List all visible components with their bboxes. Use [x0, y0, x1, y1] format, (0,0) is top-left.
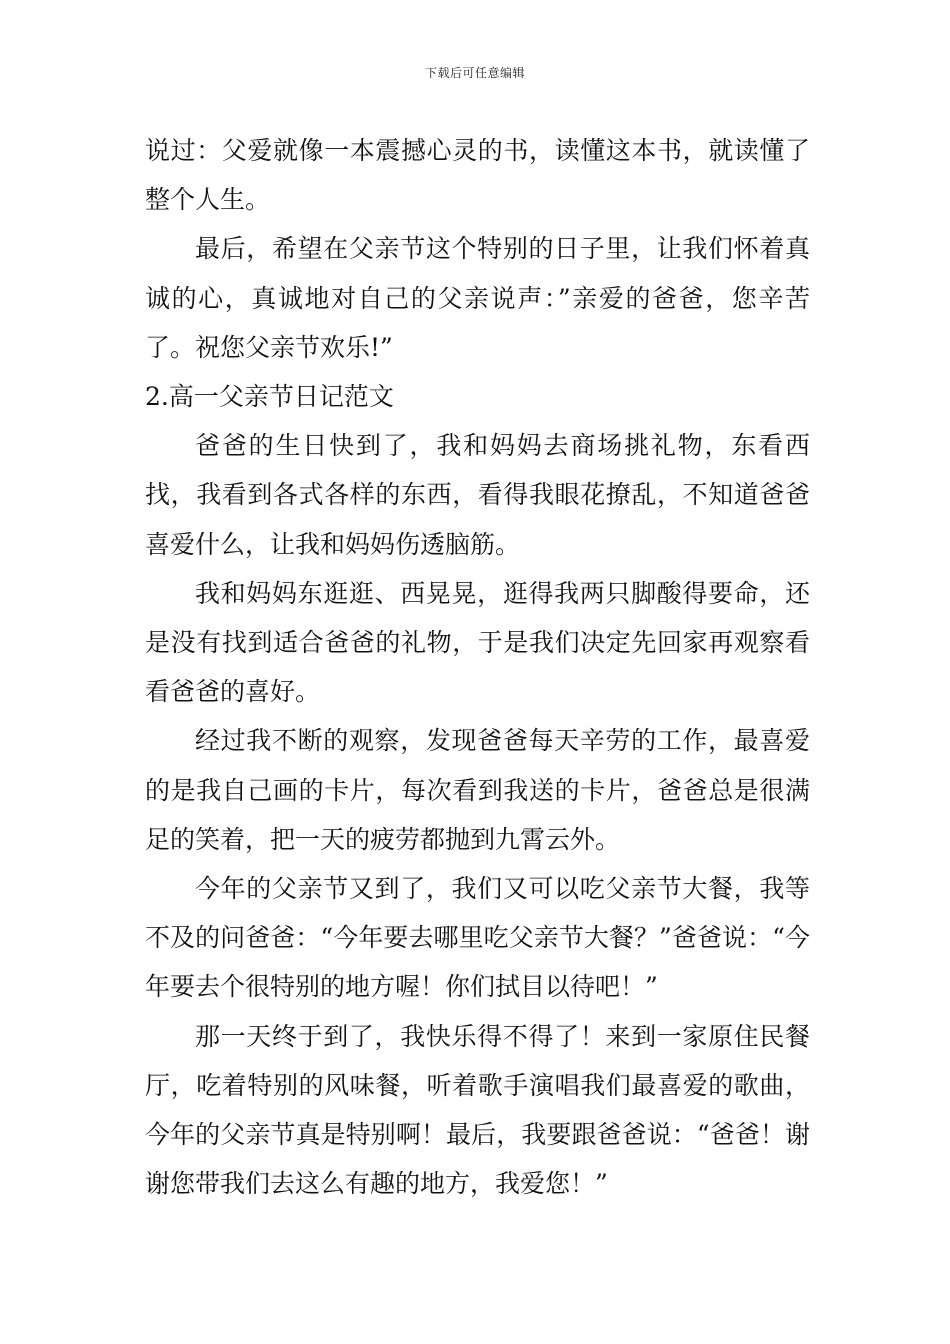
- section-heading: 2.高一父亲节日记范文: [145, 382, 394, 412]
- paragraph-fathers-day-dinner: 今年的父亲节又到了，我们又可以吃父亲节大餐，我等不及的问爸爸：“今年要去哪里吃父亲节大餐？”爸爸说：“今年要去个很特别的地方喔！你们拭目以待吧！”: [145, 874, 810, 1002]
- page-header: 下载后可任意编辑: [424, 66, 525, 80]
- paragraph-continuation: 说过：父爱就像一本震撼心灵的书，读懂这本书，就读懂了整个人生。: [145, 136, 810, 215]
- paragraph-observation: 经过我不断的观察，发现爸爸每天辛劳的工作，最喜爱的是我自己画的卡片，每次看到我送的卡片，爸爸总是很满足的笑着，把一天的疲劳都抛到九霄云外。: [145, 726, 810, 854]
- document-body: [145, 126, 810, 1208]
- paragraph-searching: 我和妈妈东逛逛、西晃晃，逛得我两只脚酸得要命，还是没有找到适合爸爸的礼物，于是我们决定先回家再观察看看爸爸的喜好。: [145, 578, 810, 707]
- paragraph-birthday-shopping: 爸爸的生日快到了，我和妈妈去商场挑礼物，东看西找，我看到各式各样的东西，看得我眼花撩乱，不知道爸爸喜爱什么，让我和妈妈伤透脑筋。: [145, 431, 810, 559]
- paragraph-restaurant: 那一天终于到了，我快乐得不得了！来到一家原住民餐厅，吃着特别的风味餐，听着歌手演唱我们最喜爱的歌曲，今年的父亲节真是特别啊！最后，我要跟爸爸说：“爸爸！谢谢您带我们去这么有趣的地方，我爱您！”: [145, 1021, 810, 1199]
- paragraph-closing-wish: 最后，希望在父亲节这个特别的日子里，让我们怀着真诚的心，真诚地对自己的父亲说声：”亲爱的爸爸，您辛苦了。祝您父亲节欢乐!”: [145, 234, 810, 362]
